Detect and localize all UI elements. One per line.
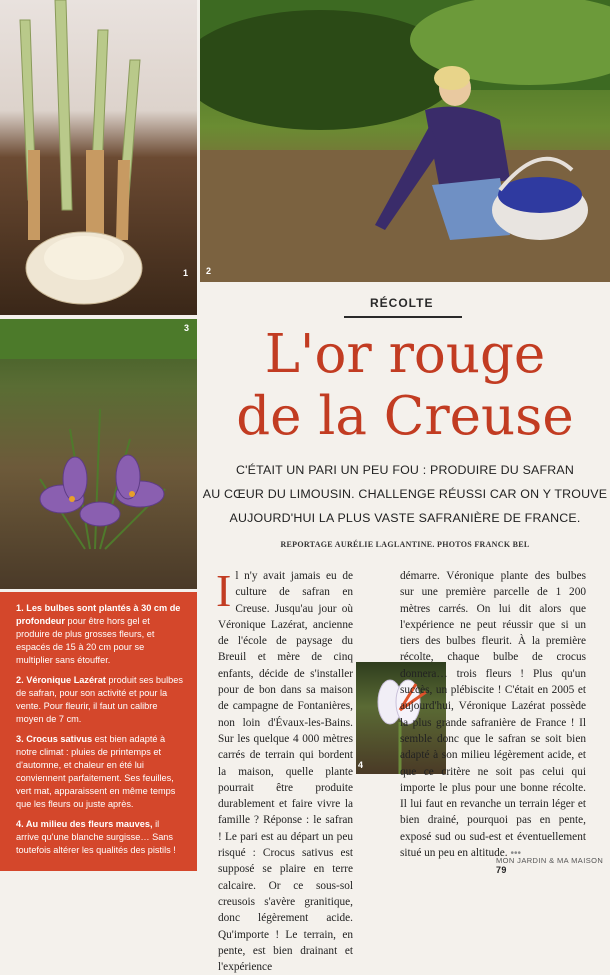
page-number: 79 (496, 865, 507, 875)
article-column-1 (216, 565, 353, 975)
caption-1: 1. Les bulbes sont plantés à 30 cm de profondeur pour être hors gel et produire de plus grosses fleurs, et espacés de 15 à 20 cm pour se multiplier sans étouffer. (16, 603, 181, 665)
photo-number: 3 (184, 323, 190, 333)
article-column-2 (400, 568, 586, 862)
magazine-name: MON JARDIN & MA MAISON (496, 856, 604, 865)
caption-2: 2. Véronique Lazérat produit ses bulbes de safran, pour son activité et pour la vente. Pour fleurir, il faut un calibre moyen de 7 cm. (16, 675, 183, 724)
kicker-underline (344, 316, 462, 318)
photo-number: 4 (358, 760, 364, 770)
caption-4: 4. Au milieu des fleurs mauves, il arrive qu'une blanche surgisse… Sans toutefois altérer les qualités des pistils ! (16, 819, 176, 855)
bulbs-illustration (0, 0, 197, 315)
photo-number: 2 (206, 266, 212, 276)
section-kicker: RÉCOLTE (370, 296, 434, 310)
page-footer (496, 856, 610, 875)
dropcap: I (216, 565, 232, 616)
byline: REPORTAGE AURÉLIE LAGLANTINE. PHOTOS FRANCK BEL (280, 540, 530, 549)
crocus-illustration (0, 319, 197, 589)
intro-line: AUJOURD'HUI LA PLUS VASTE SAFRANIÈRE DE FRANCE. (229, 511, 581, 525)
photo-number: 1 (183, 268, 189, 278)
column-2-text: démarre. Véronique plante des bulbes sur une première parcelle de 1 200 mètres carrés. On lui dit alors que l'expérience ne peut réussir que si un tiers des bulbes fleurit. À la première récolte, chaque bulbe de crocus donnera… trois fleurs ! Plus qu'un succès, un plébiscite ! C'était en 2005 et aujourd'hui, Véronique Lazérat possède la plus grande safranière de France ! Il semble donc que le safran se soit bien adapté à son milieu légèrement acide, et que ce critère ne soit pas celui qui importe le plus pour une bonne récolte. Il lui faut en revanche un terrain léger et bien drainé, pourquoi pas en pente, exposé sud ou sud-est et éventuellement situé un peu en altitude. (400, 570, 586, 860)
headline-line-2: de la Creuse (236, 386, 574, 447)
harvest-scene (200, 0, 610, 282)
article-intro (200, 458, 610, 530)
intro-line: C'ÉTAIT UN PARI UN PEU FOU : PRODUIRE DU SAFRAN (235, 463, 575, 477)
column-1-text: l n'y avait jamais eu de culture de safran en Creuse. Jusqu'au jour où Véronique Lazérat, ancienne de l'école de paysage du Breuil et mère de cinq enfants, décide de s'installer pour de bon dans sa maison de campagne de Fontanières, non loin d'Évaux-les-Bains. Sur les quelque 4 000 mètres carrés de terrain qui bordent la maison, quelle plante pourrait être produite durablement et faire vivre la famille ? Réponse : le safran ! Le pari est au départ un peu risqué : Crocus sativus est supposé se plaire en terre calcaire. Or ce sous-sol creusois s'avère granitique, donc légèrement acide. Qu'importe ! Le terrain, en pente, est bien drainant et l'expérience (218, 570, 353, 974)
headline-line-1: L'or rouge (264, 324, 546, 385)
photo-saffron-bulbs (0, 0, 197, 315)
photo-crocus-flowers (0, 319, 197, 589)
intro-line: AU CŒUR DU LIMOUSIN. CHALLENGE RÉUSSI CAR ON Y TROUVE (202, 487, 608, 501)
continue-marker: ••• (510, 848, 521, 860)
photo-captions (0, 592, 197, 871)
caption-3: 3. Crocus sativus est bien adapté à notre climat : pluies de printemps et d'automne, et chaleur en été lui conviennent parfaitement. Ses feuilles, vert mat, apparaissent en même temps que les fleurs ou juste après. (16, 734, 176, 809)
photo-harvester (200, 0, 610, 282)
